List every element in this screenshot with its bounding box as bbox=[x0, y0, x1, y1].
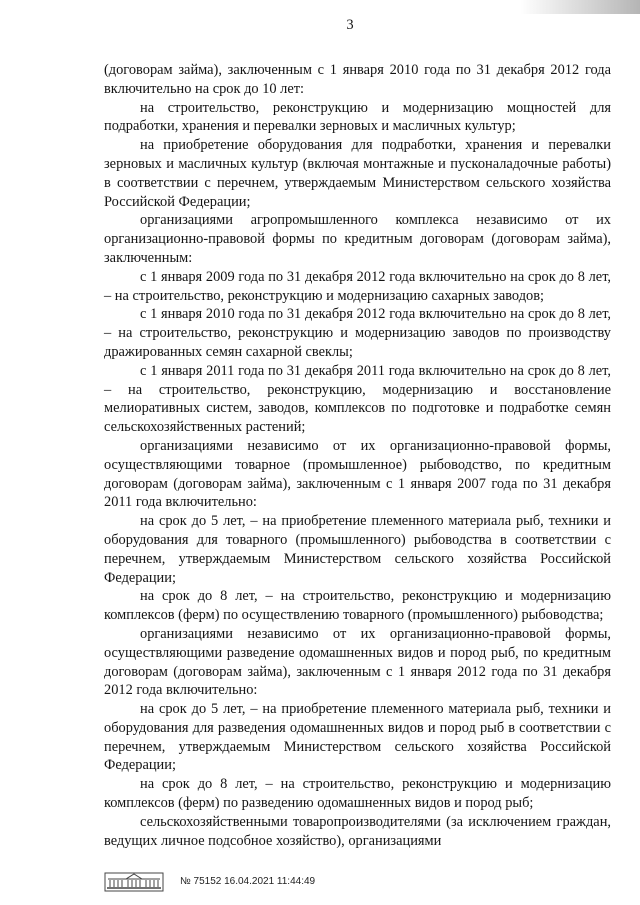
paragraph: на срок до 8 лет, – на строительство, реконструкцию и модернизацию комплексов (ферм) по разведению одомашненных видов и пород рыб; bbox=[104, 776, 611, 812]
paragraph: организациями независимо от их организационно-правовой формы, осуществляющими товарное (промышленное) рыбоводство, по кредитным договорам (договорам займа), заключенным с 1 января 2007 года по 31 декабря 2011 года включительно: bbox=[104, 437, 611, 511]
paragraph: с 1 января 2009 года по 31 декабря 2012 года включительно на срок до 8 лет, – на строительство, реконструкцию и модернизацию сахарных заводов; bbox=[104, 268, 611, 304]
paragraph: на строительство, реконструкцию и модернизацию мощностей для подработки, хранения и перевалки зерновых и масличных культур; bbox=[104, 99, 611, 135]
footer-registration bbox=[104, 869, 315, 893]
paragraph: на приобретение оборудования для подработки, хранения и перевалки зерновых и масличных культур (включая монтажные и пусконаладочные работы) в соответствии с перечнем, утверждаемым Министерством сельского хозяйства Российской Федерации; bbox=[104, 137, 611, 210]
paragraph: (договорам займа), заключенным с 1 января 2010 года по 31 декабря 2012 года включительно на срок до 10 лет: bbox=[104, 62, 611, 97]
paragraph: на срок до 5 лет, – на приобретение племенного материала рыб, техники и оборудования для разведения одомашненных видов и пород рыб в соответствии с перечнем, утверждаемым Министерством сельского хозяйства Российской Федерации; bbox=[104, 701, 611, 774]
page-number: 3 bbox=[346, 17, 354, 33]
paragraph: на срок до 5 лет, – на приобретение племенного материала рыб, техники и оборудования для товарного (промышленного) рыбоводства в соответствии с перечнем, утверждаемым Министерством сельского хозяйства Российской Федерации; bbox=[104, 513, 611, 586]
paragraph: организациями независимо от их организационно-правовой формы, осуществляющими разведение одомашненных видов и пород рыб, по кредитным договорам (договорам займа), заключенным с 1 января 2012 года по 31 декабря 2012 года включительно: bbox=[104, 625, 611, 699]
registration-number: № 75152 16.04.2021 11:44:49 bbox=[180, 875, 316, 887]
paragraph: организациями агропромышленного комплекса независимо от их организационно-правовой формы по кредитным договорам (договорам займа), заключенным: bbox=[104, 212, 611, 266]
document-body bbox=[104, 61, 611, 850]
government-building-stamp-icon bbox=[104, 870, 164, 892]
paragraph: с 1 января 2011 года по 31 декабря 2011 года включительно на срок до 8 лет, – на строительство, реконструкцию, модернизацию и восстановление мелиоративных систем, заводов, комплексов по подготовке и подработке семян сельскохозяйственных растений; bbox=[104, 362, 611, 436]
paragraph: с 1 января 2010 года по 31 декабря 2012 года включительно на срок до 8 лет, – на строительство, реконструкцию и модернизацию заводов по производству дражированных семян сахарной свеклы; bbox=[104, 306, 611, 360]
scan-edge-shadow bbox=[520, 0, 640, 14]
paragraph: на срок до 8 лет, – на строительство, реконструкцию и модернизацию комплексов (ферм) по осуществлению товарного (промышленного) рыбоводства; bbox=[104, 588, 611, 624]
paragraph: сельскохозяйственными товаропроизводителями (за исключением граждан, ведущих личное подсобное хозяйство), организациями bbox=[104, 813, 611, 849]
